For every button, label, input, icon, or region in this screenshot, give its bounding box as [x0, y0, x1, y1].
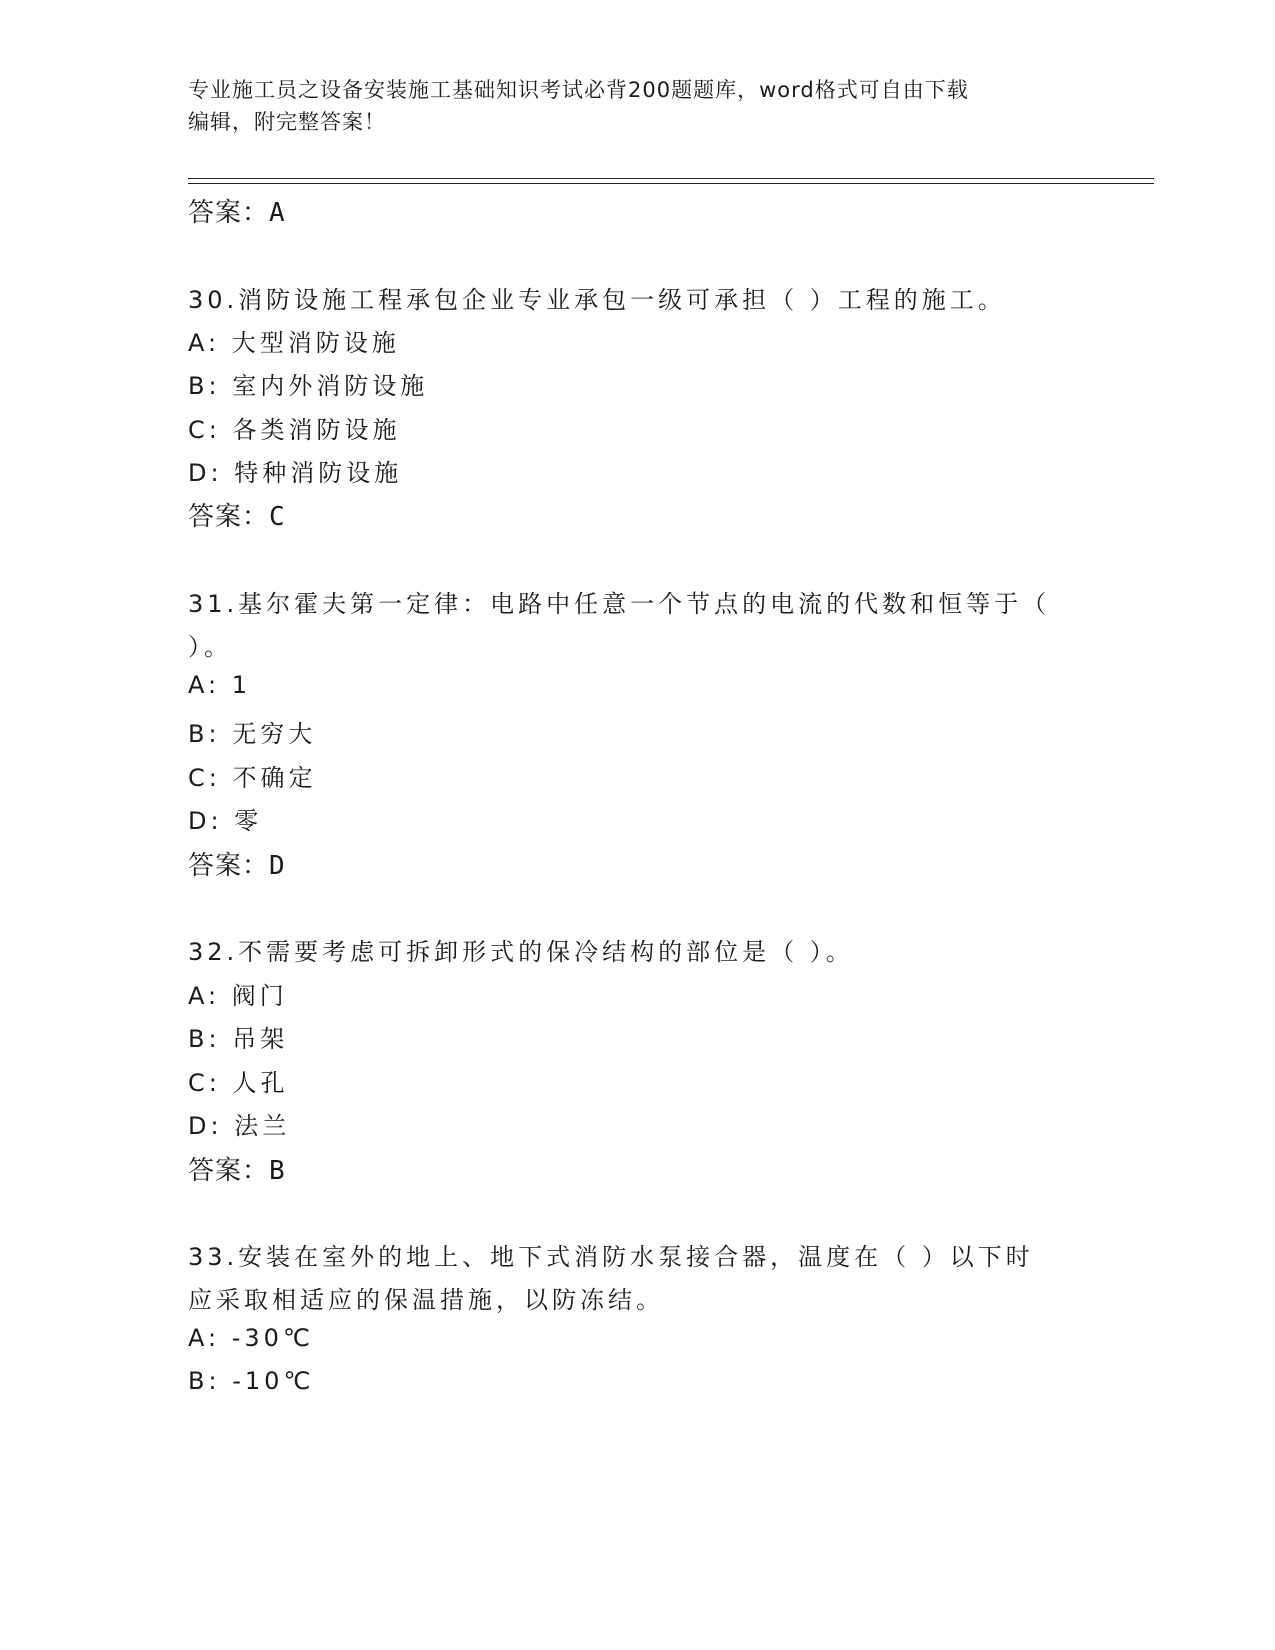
answer-line — [188, 496, 286, 533]
answer-value: B — [269, 1156, 286, 1186]
option-b — [188, 1367, 314, 1395]
option-text: -30℃ — [231, 1324, 314, 1352]
option-key: A: — [188, 329, 221, 357]
option-key: A: — [188, 1324, 221, 1352]
option-key: D: — [188, 807, 223, 835]
option-key: C: — [188, 764, 221, 792]
answer-line — [188, 845, 286, 882]
header-divider-bottom — [188, 183, 1154, 184]
option-text: 各类消防设施 — [232, 416, 401, 444]
option-d — [188, 801, 262, 836]
question-stem: 31.基尔霍夫第一定律：电路中任意一个节点的电流的代数和恒等于（ — [188, 590, 1051, 618]
option-a — [188, 323, 400, 358]
option-text: 吊架 — [232, 1025, 289, 1053]
option-b — [188, 1019, 288, 1054]
option-key: B: — [188, 372, 221, 400]
answer-label: 答案： — [188, 502, 270, 532]
option-text: 阀门 — [231, 982, 288, 1010]
option-b — [188, 714, 316, 749]
option-key: C: — [188, 416, 221, 444]
answer-line — [188, 1150, 286, 1187]
option-key: A: — [188, 982, 221, 1010]
option-text: 1 — [231, 671, 252, 699]
option-key: D: — [188, 459, 223, 487]
option-text: 室内外消防设施 — [232, 372, 429, 400]
option-key: C: — [188, 1069, 221, 1097]
option-key: B: — [188, 1367, 221, 1395]
option-key: B: — [188, 1025, 221, 1053]
answer-value: D — [269, 851, 286, 881]
option-key: B: — [188, 720, 221, 748]
answer-label: 答案： — [188, 198, 270, 228]
question-stem: 32.不需要考虑可拆卸形式的保冷结构的部位是（ ）。 — [188, 938, 854, 966]
answer-value: C — [269, 502, 286, 532]
option-c — [188, 410, 400, 445]
option-key: A: — [188, 671, 221, 699]
header-title-line-2: 编辑，附完整答案！ — [188, 110, 386, 134]
option-key: D: — [188, 1112, 223, 1140]
question-stem-continued: ）。 — [188, 633, 232, 661]
option-c — [188, 1063, 288, 1098]
option-text: 人孔 — [232, 1069, 289, 1097]
option-a — [188, 1324, 314, 1352]
document-header — [188, 74, 1068, 138]
option-d — [188, 1106, 290, 1141]
answer-value: A — [269, 198, 286, 228]
option-text: 大型消防设施 — [231, 329, 400, 357]
option-b — [188, 366, 428, 401]
header-title-line-1: 专业施工员之设备安装施工基础知识考试必背200题题库，word格式可自由下载 — [188, 78, 969, 102]
option-text: 不确定 — [232, 764, 317, 792]
option-d — [188, 453, 402, 488]
question-stem: 30.消防设施工程承包企业专业承包一级可承担（ ）工程的施工。 — [188, 286, 1006, 314]
option-text: 零 — [234, 807, 263, 835]
header-divider-top — [188, 178, 1154, 179]
answer-label: 答案： — [188, 1156, 270, 1186]
option-text: 法兰 — [234, 1112, 291, 1140]
answer-line — [188, 192, 286, 229]
option-text: -10℃ — [232, 1367, 315, 1395]
option-a — [188, 976, 288, 1011]
option-a — [188, 671, 251, 699]
question-stem: 33.安装在室外的地上、地下式消防水泵接合器，温度在（ ）以下时 — [188, 1243, 1034, 1271]
question-stem-continued: 应采取相适应的保温措施，以防冻结。 — [188, 1286, 664, 1314]
option-c — [188, 758, 316, 793]
option-text: 特种消防设施 — [234, 459, 403, 487]
answer-label: 答案： — [188, 851, 270, 881]
option-text: 无穷大 — [232, 720, 317, 748]
